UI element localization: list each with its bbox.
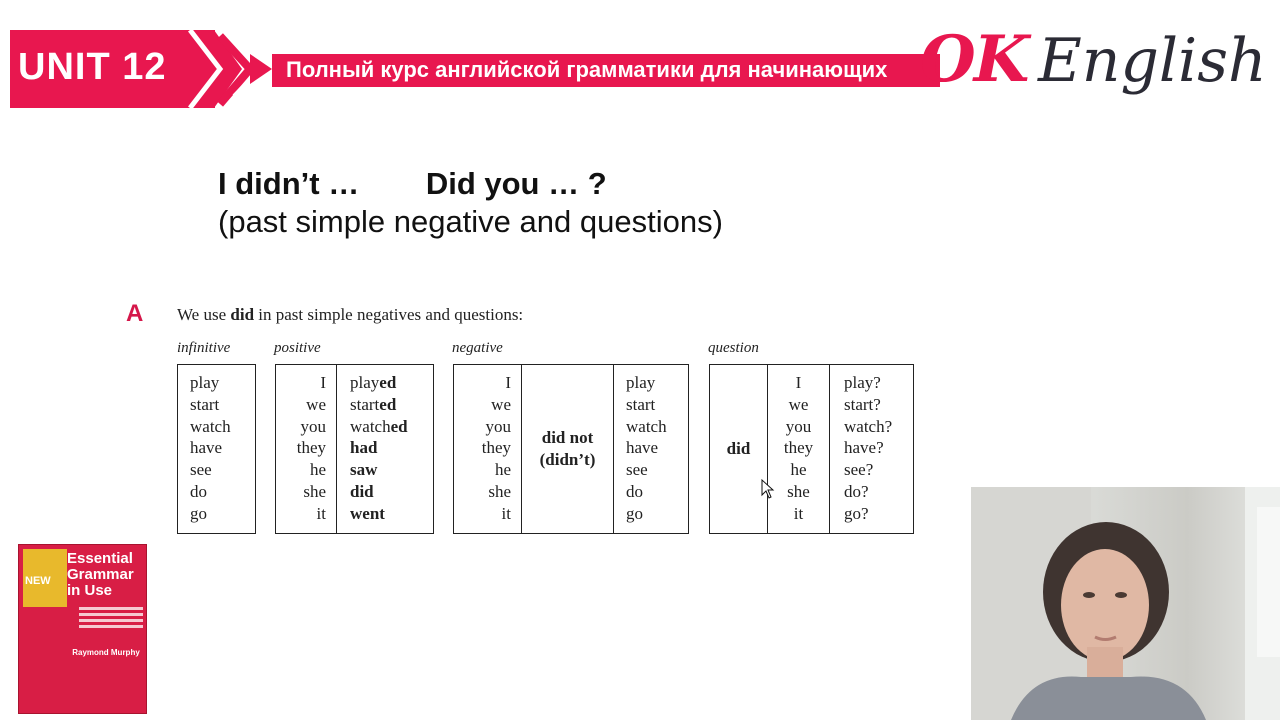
header-negative: negative xyxy=(452,340,503,356)
negative-verb-5: do xyxy=(626,481,643,501)
presenter-silhouette-icon xyxy=(971,487,1280,720)
book-cover xyxy=(18,544,147,714)
lesson-title xyxy=(218,166,607,202)
infinitive-item-0: play xyxy=(190,373,220,392)
header-infinitive: infinitive xyxy=(177,340,231,356)
did-label: did xyxy=(726,439,751,459)
did-not-label: did not xyxy=(541,428,594,448)
positive-table xyxy=(275,364,434,534)
book-author: Raymond Murphy xyxy=(72,648,140,657)
negative-pronoun-5: she xyxy=(488,481,511,501)
question-pronoun-0: I xyxy=(795,373,802,392)
didnt-label: (didn’t) xyxy=(539,450,596,469)
logo-english: English xyxy=(1038,26,1267,96)
positive-verb-3: had xyxy=(350,438,378,458)
positive-verb-6: went xyxy=(350,503,385,523)
negative-verb-4: see xyxy=(626,460,648,480)
positive-pronoun-2: you xyxy=(300,416,326,436)
book-title: Essential Grammar in Use xyxy=(67,550,134,599)
infinitive-item-1: start xyxy=(190,394,220,414)
negative-pronoun-1: we xyxy=(491,394,511,414)
question-verb-4: see? xyxy=(844,460,874,480)
webcam-video xyxy=(971,487,1280,720)
positive-pronoun-3: they xyxy=(296,438,326,458)
positive-verb-2: watched xyxy=(350,416,408,436)
question-pronoun-6: it xyxy=(793,503,804,523)
negative-pronoun-0: I xyxy=(505,373,511,392)
positive-pronoun-5: she xyxy=(303,481,326,501)
infinitive-item-6: go xyxy=(190,503,207,523)
positive-verb-4: saw xyxy=(350,460,378,480)
positive-pronoun-6: it xyxy=(316,503,326,523)
negative-verb-0: play xyxy=(626,373,656,392)
chevron-arrows-icon xyxy=(180,28,280,112)
question-pronoun-3: they xyxy=(783,438,814,458)
intro-prefix: We use xyxy=(177,305,231,324)
negative-verb-6: go xyxy=(626,503,643,523)
question-verb-3: have? xyxy=(844,438,884,458)
unit-label: UNIT 12 xyxy=(18,46,167,88)
question-table xyxy=(709,364,914,534)
positive-pronoun-1: we xyxy=(306,394,326,414)
section-intro xyxy=(177,305,523,325)
question-pronoun-column xyxy=(767,365,829,533)
header-question: question xyxy=(708,340,759,356)
infinitive-item-4: see xyxy=(190,460,212,480)
infinitive-item-3: have xyxy=(190,438,223,458)
negative-pronoun-4: he xyxy=(494,460,511,480)
negative-pronoun-3: they xyxy=(481,438,511,458)
lesson-subtitle: (past simple negative and questions) xyxy=(218,204,723,239)
book-blurb xyxy=(79,607,143,631)
section-letter: A xyxy=(126,300,144,327)
infinitive-table xyxy=(177,364,256,534)
negative-table xyxy=(453,364,689,534)
title-question: Did you … ? xyxy=(425,166,607,201)
negative-pronoun-2: you xyxy=(485,416,511,436)
question-did-column xyxy=(710,365,767,533)
infinitive-item-2: watch xyxy=(190,416,231,436)
question-pronoun-5: she xyxy=(787,481,810,501)
negative-pronoun-column xyxy=(454,365,521,533)
positive-verb-column xyxy=(336,365,433,533)
question-verb-6: go? xyxy=(844,503,869,523)
question-verb-2: watch? xyxy=(844,416,893,436)
positive-verb-0: played xyxy=(350,373,397,392)
question-verb-5: do? xyxy=(844,481,869,501)
negative-verb-column xyxy=(613,365,688,533)
question-pronoun-1: we xyxy=(788,394,809,414)
negative-did-not-column xyxy=(521,365,613,533)
negative-verb-2: watch xyxy=(626,416,667,436)
question-pronoun-2: you xyxy=(785,416,812,436)
logo-ok: OK xyxy=(920,22,1028,97)
intro-suffix: in past simple negatives and questions: xyxy=(254,305,524,324)
infinitive-column xyxy=(178,365,255,533)
negative-pronoun-6: it xyxy=(501,503,511,523)
course-title: Полный курс английской грамматики для начинающих xyxy=(286,57,888,82)
intro-bold: did xyxy=(230,305,255,324)
negative-verb-1: start xyxy=(626,394,656,414)
positive-pronoun-4: he xyxy=(309,460,326,480)
book-badge-text: NEW xyxy=(25,575,51,587)
question-pronoun-4: he xyxy=(790,460,807,480)
question-verb-1: start? xyxy=(844,394,881,414)
positive-pronoun-column xyxy=(276,365,336,533)
question-verb-column xyxy=(829,365,913,533)
positive-verb-1: started xyxy=(350,394,397,414)
header-positive: positive xyxy=(274,340,321,356)
title-negative: I didn’t … xyxy=(218,166,360,201)
mouse-cursor-icon xyxy=(761,479,775,499)
header-banner xyxy=(0,0,1280,130)
infinitive-item-5: do xyxy=(190,481,207,501)
question-verb-0: play? xyxy=(844,373,881,392)
positive-pronoun-0: I xyxy=(320,373,326,392)
negative-verb-3: have xyxy=(626,438,659,458)
positive-verb-5: did xyxy=(350,481,374,501)
